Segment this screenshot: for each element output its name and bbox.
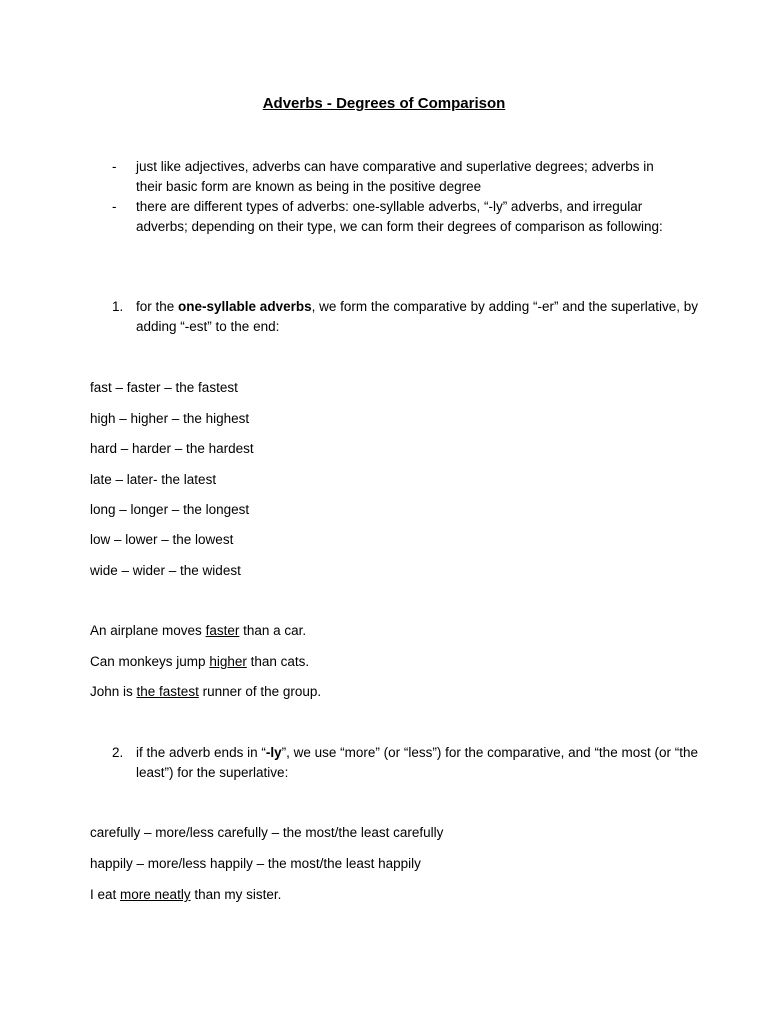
example-line: wide – wider – the widest bbox=[90, 563, 241, 578]
example-line: high – higher – the highest bbox=[90, 411, 250, 426]
sentence-post: runner of the group. bbox=[198, 684, 322, 699]
example-line: happily – more/less happily – the most/the least happily bbox=[90, 856, 421, 871]
sentence-pre: John is bbox=[90, 684, 137, 699]
sentence-post: than a car. bbox=[239, 623, 307, 638]
example-sentence bbox=[90, 885, 281, 905]
list-number: 1. bbox=[112, 299, 124, 314]
bullet-marker: - bbox=[112, 199, 117, 214]
sentence-post: than my sister. bbox=[190, 887, 282, 902]
page-title bbox=[0, 95, 768, 112]
bullet-marker: - bbox=[112, 159, 117, 174]
example-line: late – later- the latest bbox=[90, 472, 217, 487]
example-sentence bbox=[90, 621, 306, 641]
intro-bullet bbox=[112, 157, 682, 197]
section-2-heading bbox=[112, 743, 706, 783]
sentence-pre: An airplane moves bbox=[90, 623, 206, 638]
intro-bullet bbox=[112, 197, 682, 237]
section-2-bold: -ly bbox=[265, 745, 282, 760]
section-1-pre: for the bbox=[136, 299, 179, 314]
sentence-underlined: faster bbox=[205, 623, 240, 638]
bullet-text: there are different types of adverbs: one-syllable adverbs, “-ly” adverbs, and irregular adverbs; depending on their type, we can form their degrees of comparison as following: bbox=[136, 199, 663, 234]
intro-bullet-list bbox=[112, 157, 682, 237]
page-title-text: Adverbs - Degrees of Comparison bbox=[262, 95, 506, 112]
example-line: hard – harder – the hardest bbox=[90, 441, 254, 456]
example-line: carefully – more/less carefully – the most/the least carefully bbox=[90, 825, 444, 840]
section-2-post: ”, we use “more” (or “less”) for the comparative, and “the most (or “the least”) for the superlative: bbox=[136, 745, 698, 780]
sentence-underlined: higher bbox=[209, 654, 247, 669]
sentence-post: than cats. bbox=[246, 654, 310, 669]
example-sentence bbox=[90, 652, 309, 672]
example-sentence bbox=[90, 682, 321, 702]
section-2-pre: if the adverb ends in “ bbox=[136, 745, 266, 760]
sentence-underlined: the fastest bbox=[136, 684, 199, 699]
section-1-heading bbox=[112, 297, 706, 337]
list-number: 2. bbox=[112, 745, 124, 760]
example-line: low – lower – the lowest bbox=[90, 532, 234, 547]
example-line: long – longer – the longest bbox=[90, 502, 250, 517]
section-1-post: , we form the comparative by adding “-er” and the superlative, by adding “-est” to the end: bbox=[136, 299, 699, 334]
sentence-pre: I eat bbox=[90, 887, 121, 902]
sentence-underlined: more neatly bbox=[120, 887, 191, 902]
section-1-bold: one-syllable adverbs bbox=[178, 299, 312, 314]
sentence-pre: Can monkeys jump bbox=[90, 654, 210, 669]
example-line: fast – faster – the fastest bbox=[90, 380, 238, 395]
bullet-text: just like adjectives, adverbs can have comparative and superlative degrees; adverbs in their basic form are known as being in the positive degree bbox=[136, 159, 654, 194]
